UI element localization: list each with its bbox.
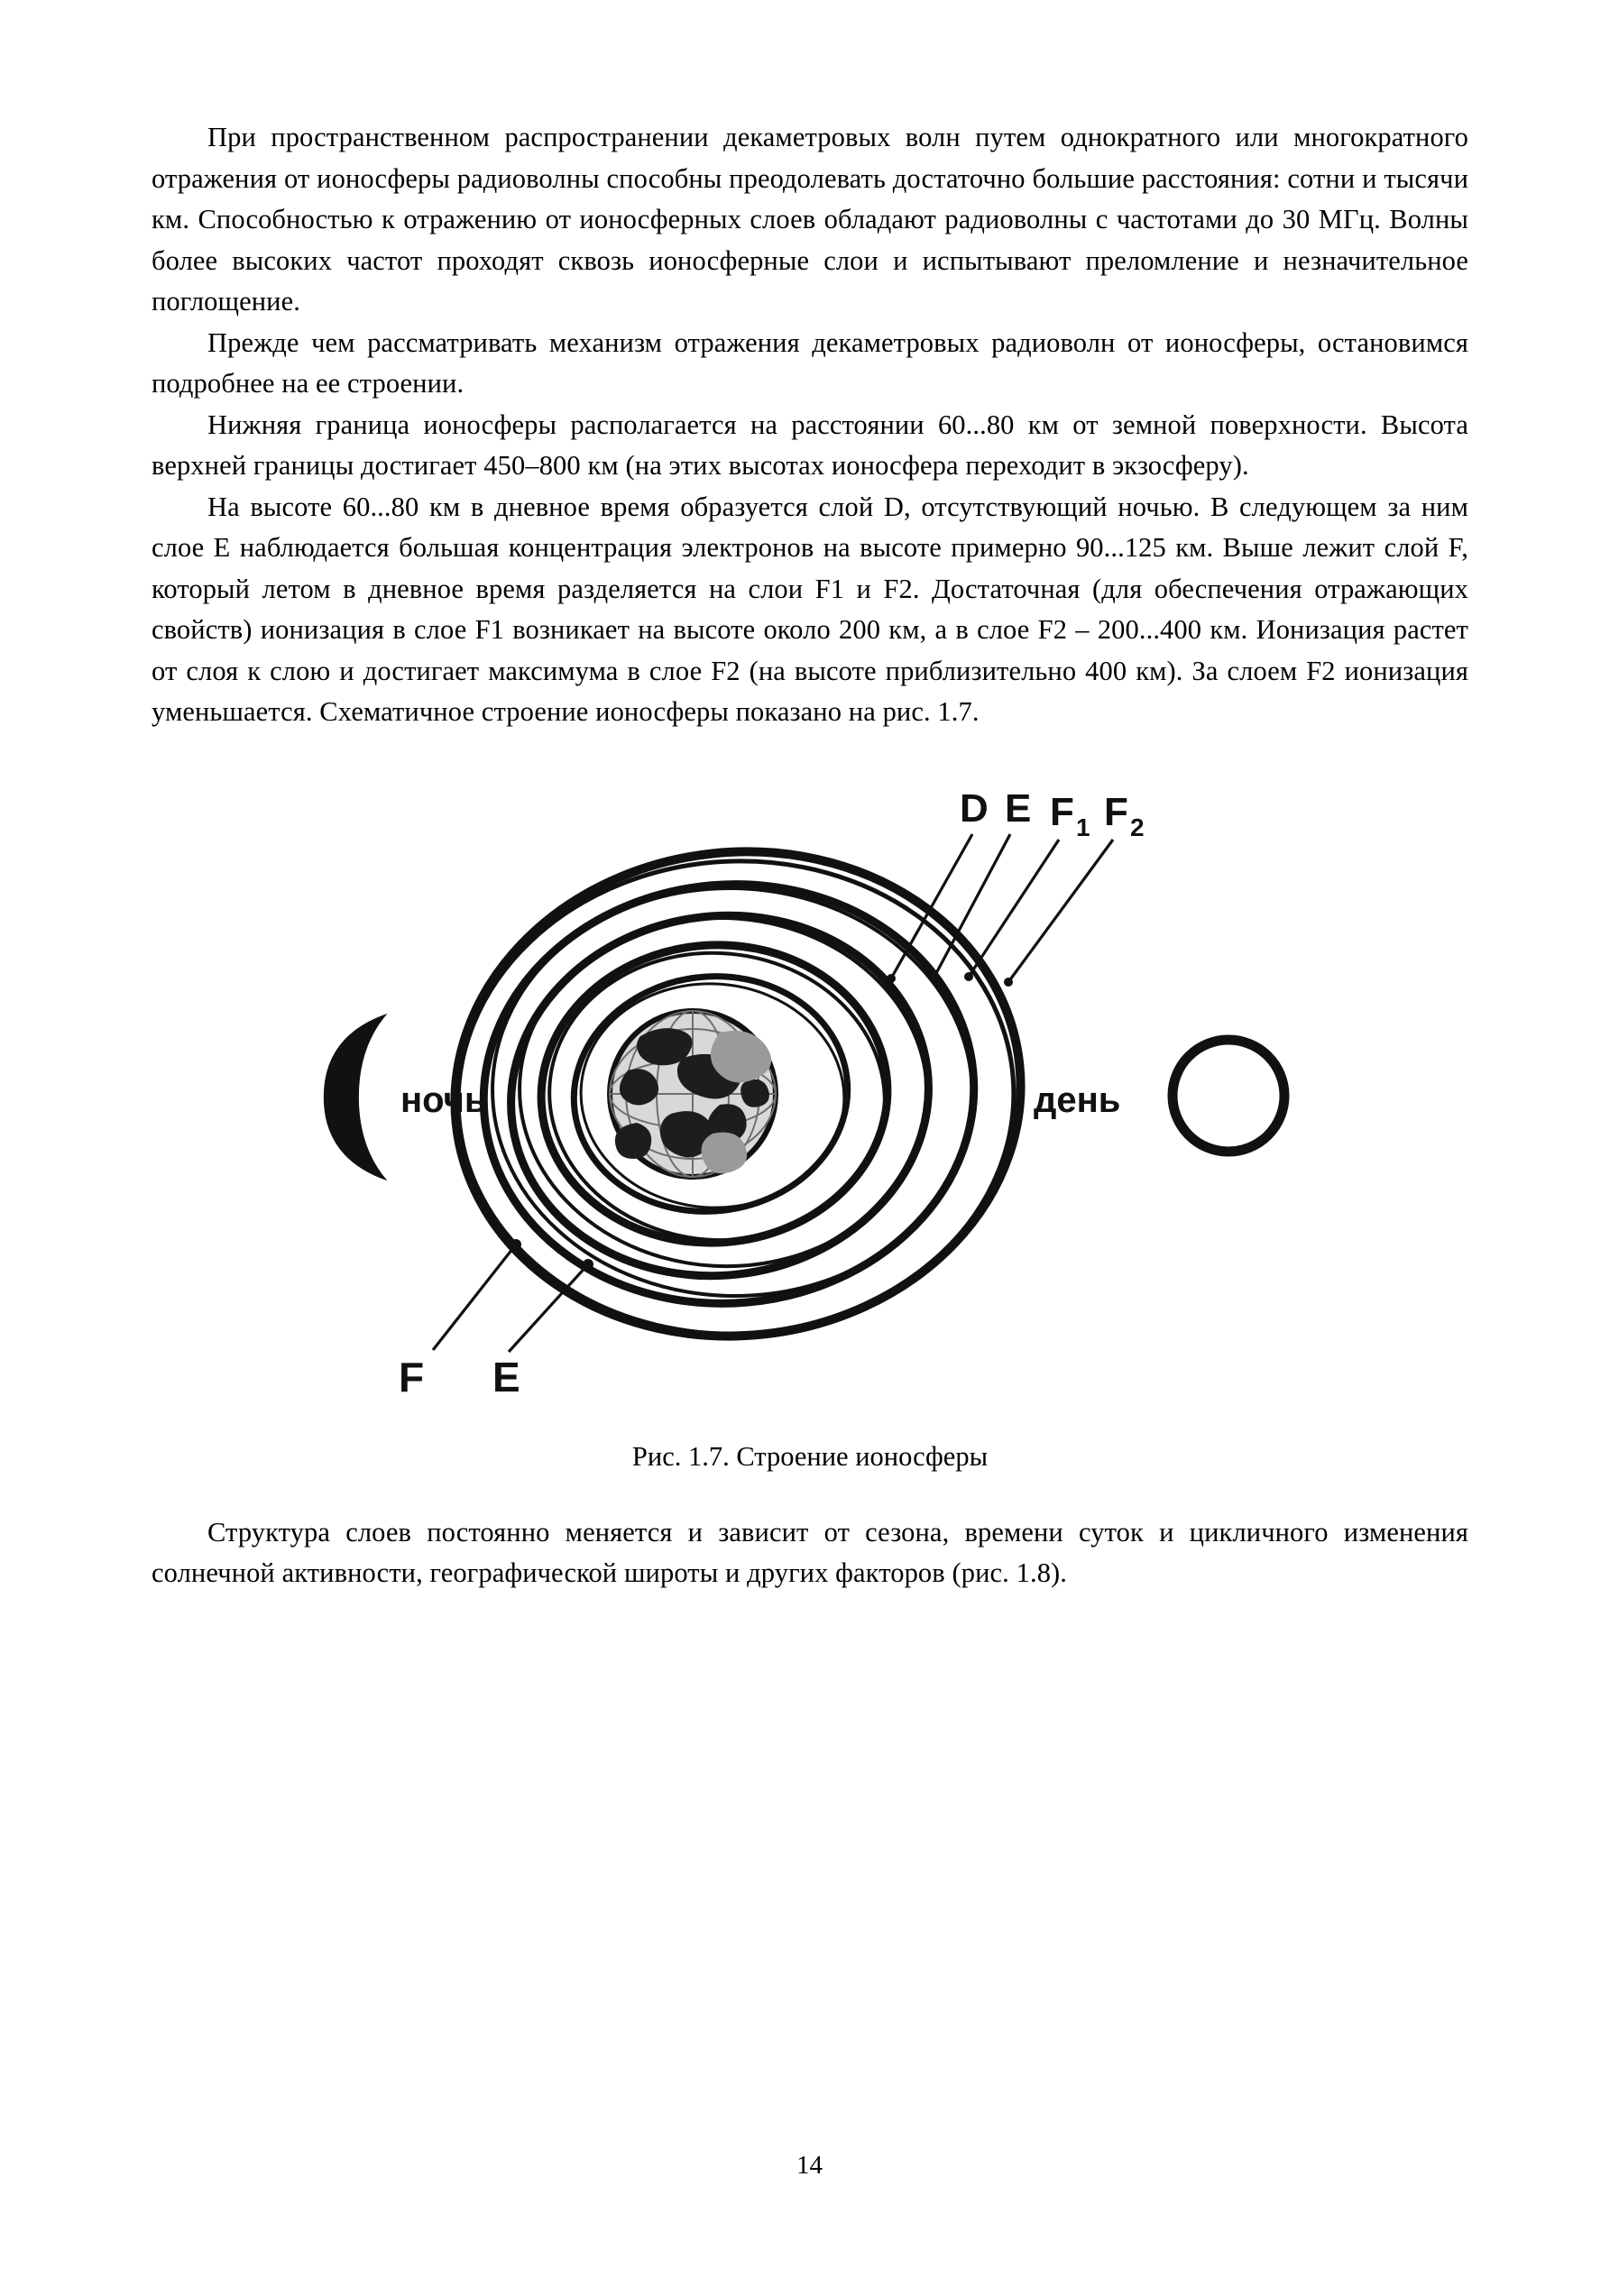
page-number: 14	[796, 2151, 823, 2180]
label-day: день	[1034, 1079, 1121, 1120]
earth-globe	[610, 1011, 776, 1177]
ionosphere-diagram-svg	[179, 769, 1441, 1419]
label-f1-subscript: 1	[1076, 813, 1090, 841]
moon-icon	[324, 1013, 388, 1180]
label-e-bottom: E	[492, 1353, 520, 1401]
label-f2-subscript: 2	[1130, 813, 1145, 841]
label-f2: F	[1104, 789, 1128, 834]
paragraph-1: При пространственном распространении декаметровых волн путем однократного или многократного отражения от ионосферы радиоволны способны преодолевать достаточно большие расстояния: сотни и тысячи км. Способностью к отражению от ионосферных слоев обладают радиоволны с частотами до 30 МГц. Волны более высоких частот проходят сквозь ионосферные слои и испытывают преломление и незначительное поглощение.	[152, 122, 1468, 317]
paragraph-5: Структура слоев постоянно меняется и зависит от сезона, времени суток и цикличного изменения солнечной активности, географической широты и других факторов (рис. 1.8).	[152, 1516, 1468, 1588]
figure-caption: Рис. 1.7. Строение ионосферы	[631, 1440, 989, 1472]
label-f1: F	[1050, 789, 1074, 834]
paragraph-4: На высоте 60...80 км в дневное время образуется слой D, отсутствующий ночью. В следующем за ним слое E наблюдается большая концентрация электронов на высоте примерно 90...125 км. Выше лежит слой F, который летом в дневное время разделяется на слои F1 и F2. Достаточная (для обеспечения отражающих свойств) ионизация в слое F1 возникает на высоте около 200 км, а в слое F2 – 200...400 км. Ионизация растет от слоя к слою и достигает максимума в слое F2 (на высоте приблизительно 400 км). За слоем F2 ионизация уменьшается. Схематичное строение ионосферы показано на рис. 1.7.	[152, 491, 1468, 727]
sun-icon	[1173, 1040, 1284, 1152]
body-text	[152, 117, 1468, 733]
body-text-after-figure	[152, 1512, 1468, 1594]
paragraph-3: Нижняя граница ионосферы располагается на расстоянии 60...80 км от земной поверхности. Высота верхней границы достигает 450–800 км (на этих высотах ионосфера переходит в экзосферу).	[152, 409, 1468, 481]
label-d: D	[960, 785, 989, 831]
ionosphere-diagram	[179, 769, 1441, 1419]
label-e-top: E	[1005, 785, 1032, 831]
leader-lines-bottom	[433, 1244, 588, 1352]
figure-block	[152, 769, 1468, 1474]
label-f-bottom: F	[399, 1353, 425, 1401]
label-night: ночь	[400, 1079, 487, 1120]
paragraph-2: Прежде чем рассматривать механизм отражения декаметровых радиоволн от ионосферы, остановимся подробнее на ее строении.	[152, 326, 1468, 399]
